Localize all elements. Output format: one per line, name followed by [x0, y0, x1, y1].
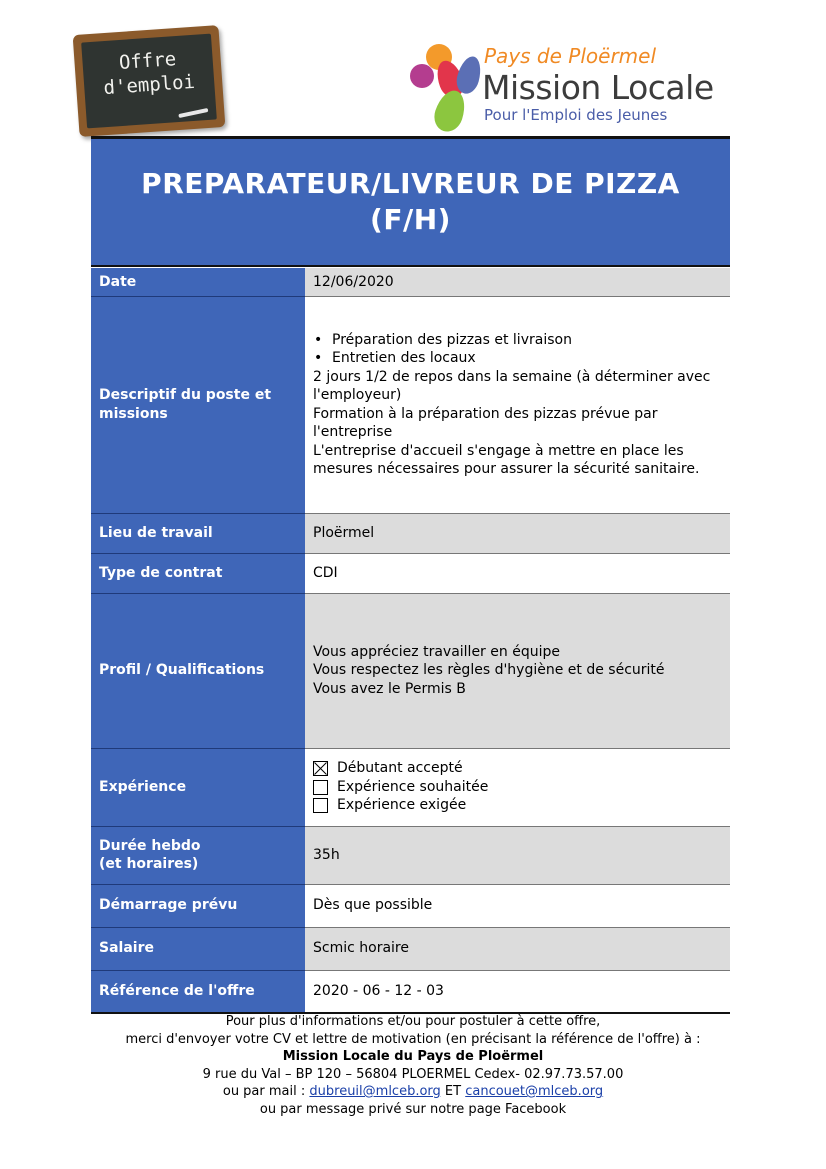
- job-title-line2: (F/H): [370, 203, 451, 236]
- footer-mail-join: ET: [444, 1084, 462, 1099]
- value-contrat: CDI: [305, 553, 730, 593]
- profil-line: Vous avez le Permis B: [313, 680, 466, 697]
- mission-locale-logo: [406, 40, 726, 132]
- footer-mail-prefix: ou par mail :: [222, 1084, 306, 1099]
- row-descriptif: [91, 296, 730, 513]
- footer-line2: merci d'envoyer votre CV et lettre de motivation (en précisant la référence de l'offre) à :: [125, 1031, 701, 1047]
- logo-tagline: Pour l'Emploi des Jeunes: [484, 106, 668, 124]
- experience-option-exigee: [313, 796, 722, 815]
- value-profil: [305, 593, 730, 748]
- footer-facebook: ou par message privé sur notre page Facebook: [259, 1101, 567, 1117]
- value-demarrage: Dès que possible: [305, 884, 730, 927]
- row-demarrage: [91, 884, 730, 927]
- descriptif-line: L'entreprise d'accueil s'engage à mettre en place les mesures nécessaires pour assurer la sécurité sanitaire.: [313, 442, 700, 477]
- footer-org: Mission Locale du Pays de Ploërmel: [282, 1049, 544, 1064]
- row-profil: [91, 593, 730, 748]
- row-date: [91, 268, 730, 296]
- label-duree-line2: (et horaires): [99, 856, 199, 872]
- footer-address: 9 rue du Val – BP 120 – 56804 PLOERMEL Cedex- 02.97.73.57.00: [202, 1066, 624, 1082]
- experience-option-label: Expérience souhaitée: [337, 778, 489, 795]
- email-link-cancouet[interactable]: cancouet@mlceb.org: [465, 1084, 604, 1099]
- descriptif-bullet: • Préparation des pizzas et livraison: [332, 331, 722, 350]
- chalkboard-line2: d'emploi: [102, 70, 196, 100]
- email-link-dubreuil[interactable]: dubreuil@mlceb.org: [309, 1084, 441, 1099]
- logo-blue-petal: [453, 54, 484, 96]
- experience-option-label: Expérience exigée: [337, 797, 467, 814]
- logo-green-petal: [430, 87, 470, 136]
- label-profil: Profil / Qualifications: [91, 593, 305, 748]
- label-lieu: Lieu de travail: [91, 513, 305, 553]
- label-reference: Référence de l'offre: [91, 970, 305, 1013]
- row-lieu: [91, 513, 730, 553]
- label-descriptif: Descriptif du poste et missions: [91, 296, 305, 513]
- value-duree: 35h: [305, 826, 730, 884]
- logo-region: Pays de Ploërmel: [484, 44, 657, 68]
- descriptif-line: 2 jours 1/2 de repos dans la semaine (à déterminer avec l'employeur): [313, 368, 711, 403]
- unchecked-checkbox-icon: [313, 798, 328, 813]
- label-experience: Expérience: [91, 748, 305, 826]
- experience-option-souhaitee: [313, 778, 722, 797]
- label-salaire: Salaire: [91, 927, 305, 970]
- value-lieu: Ploërmel: [305, 513, 730, 553]
- label-contrat: Type de contrat: [91, 553, 305, 593]
- chalkboard-line1: Offre: [118, 48, 177, 75]
- profil-line: Vous respectez les règles d'hygiène et de sécurité: [313, 662, 665, 679]
- value-date: 12/06/2020: [305, 268, 730, 296]
- row-duree: [91, 826, 730, 884]
- label-duree-line1: Durée hebdo: [99, 837, 201, 854]
- checked-checkbox-icon: [313, 761, 328, 776]
- experience-option-label: Débutant accepté: [337, 760, 463, 777]
- descriptif-bullets: [313, 331, 722, 368]
- footer-line1: Pour plus d'informations et/ou pour postuler à cette offre,: [225, 1014, 601, 1029]
- job-title: [141, 166, 680, 238]
- contact-footer: [40, 1013, 786, 1118]
- logo-name: Mission Locale: [482, 68, 714, 107]
- row-reference: [91, 970, 730, 1013]
- logo-pink-petal: [410, 64, 434, 88]
- value-experience: [305, 748, 730, 826]
- label-duree: [91, 826, 305, 884]
- value-reference: 2020 - 06 - 12 - 03: [305, 970, 730, 1013]
- offer-details-table: [91, 268, 730, 1014]
- descriptif-line: Formation à la préparation des pizzas prévue par l'entreprise: [313, 405, 658, 440]
- offre-emploi-chalkboard: [73, 25, 226, 137]
- value-salaire: Scmic horaire: [305, 927, 730, 970]
- row-contrat: [91, 553, 730, 593]
- experience-option-debutant: [313, 759, 722, 778]
- row-experience: [91, 748, 730, 826]
- label-demarrage: Démarrage prévu: [91, 884, 305, 927]
- unchecked-checkbox-icon: [313, 780, 328, 795]
- footer-mail-line: [40, 1083, 786, 1101]
- descriptif-bullet: • Entretien des locaux: [332, 349, 722, 368]
- value-descriptif: [305, 296, 730, 513]
- job-title-line1: PREPARATEUR/LIVREUR DE PIZZA: [141, 167, 680, 200]
- row-salaire: [91, 927, 730, 970]
- profil-line: Vous appréciez travailler en équipe: [313, 643, 560, 660]
- label-date: Date: [91, 268, 305, 296]
- job-title-banner: [91, 136, 730, 267]
